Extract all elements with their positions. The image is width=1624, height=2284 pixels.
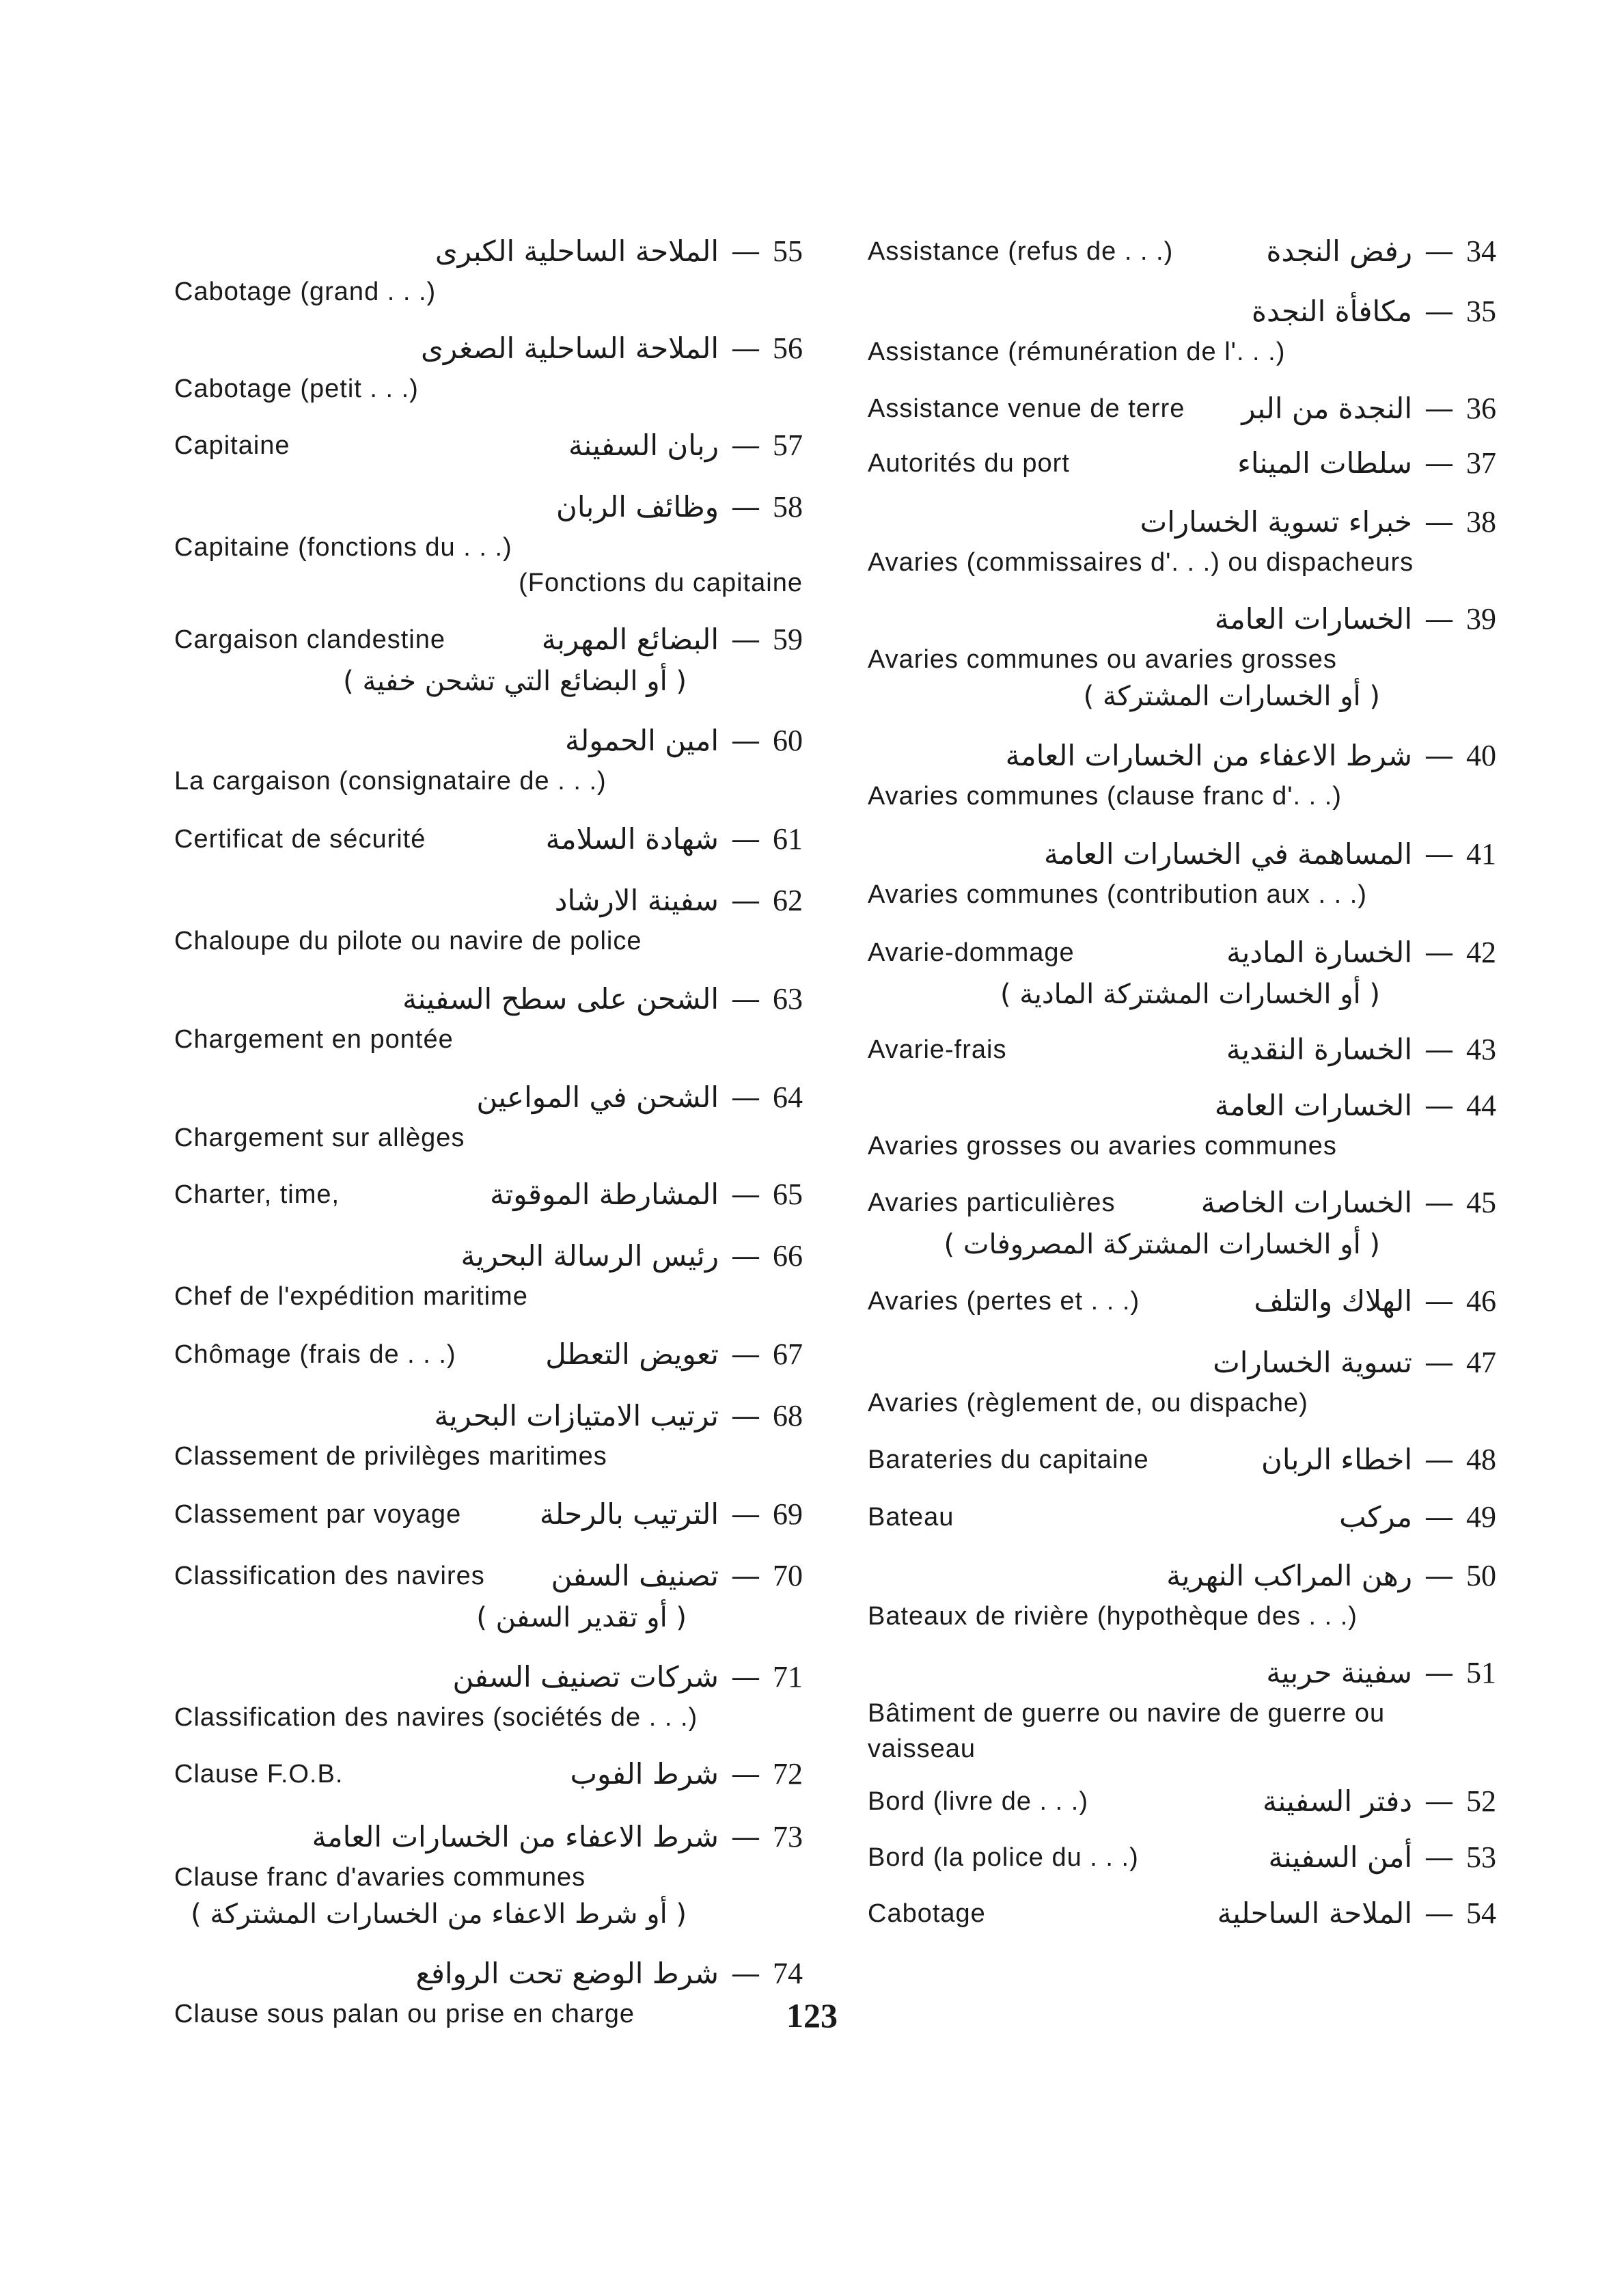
glossary-entry (174, 1492, 803, 1537)
glossary-entry (174, 485, 803, 601)
arabic-term (1237, 441, 1496, 486)
arabic-text: النجدة من البر (1241, 392, 1412, 425)
arabic-term (1226, 1027, 1496, 1072)
arabic-term (453, 1655, 803, 1700)
entry-dash: — (731, 1399, 760, 1433)
glossary-entry (868, 1340, 1496, 1421)
arabic-term (1166, 1553, 1496, 1599)
entry-dash: — (1425, 1559, 1454, 1593)
arabic-text: الخسارة النقدية (1226, 1033, 1412, 1066)
entry-dash: — (731, 724, 760, 758)
entry-line (174, 1492, 803, 1537)
entry-number: 70 (773, 1559, 803, 1592)
entry-line (868, 930, 1496, 975)
entry-dash: — (1425, 295, 1454, 329)
arabic-text: تصنيف السفن (551, 1559, 719, 1592)
entry-dash: — (1425, 1500, 1454, 1534)
glossary-entry (174, 423, 803, 468)
entry-dash: — (731, 429, 760, 463)
entry-line (174, 718, 803, 763)
entry-number: 52 (1466, 1784, 1496, 1818)
arabic-text: شرط الاعفاء من الخسارات العامة (312, 1820, 719, 1853)
entry-dash: — (1425, 1284, 1454, 1318)
entry-dash: — (731, 623, 760, 657)
entry-number: 37 (1466, 446, 1496, 480)
arabic-term (568, 423, 803, 468)
arabic-term (1201, 1180, 1496, 1225)
arabic-text: سلطات الميناء (1237, 446, 1412, 480)
arabic-term (402, 977, 803, 1022)
french-term: Bâtiment de guerre ou navire de guerre ou vaisseau (868, 1699, 1386, 1763)
left-column (174, 229, 803, 2045)
arabic-text: المساهمة في الخسارات العامة (1044, 837, 1412, 871)
entry-line (868, 386, 1496, 431)
arabic-text: الخسارات العامة (1214, 602, 1412, 636)
entry-dash: — (1425, 505, 1454, 539)
entry-line (174, 617, 803, 662)
entry-line (174, 423, 803, 468)
entry-line (174, 485, 803, 530)
entry-line (868, 1495, 1496, 1540)
arabic-term (435, 229, 803, 274)
arabic-term (1261, 1437, 1496, 1482)
glossary-entry (868, 930, 1496, 1014)
arabic-text: وظائف الربان (556, 490, 719, 524)
entry-line (868, 1650, 1496, 1696)
arabic-alternative: ( أو الخسارات المشتركة المصروفات ) (944, 1229, 1380, 1260)
arabic-text: الهلاك والتلف (1254, 1284, 1412, 1318)
arabic-term (542, 617, 803, 662)
glossary-entry (868, 1027, 1496, 1072)
glossary-entry (174, 326, 803, 407)
right-column (868, 229, 1496, 1950)
arabic-text: الخسارة المادية (1226, 936, 1412, 969)
entry-line (868, 597, 1496, 642)
arabic-term (1006, 733, 1496, 778)
entry-number: 49 (1466, 1500, 1496, 1534)
french-term: Classification des navires (174, 1562, 485, 1590)
arabic-text: البضائع المهربة (541, 623, 719, 656)
glossary-entry (868, 500, 1496, 580)
glossary-entry (174, 977, 803, 1057)
entry-line (868, 1027, 1496, 1072)
glossary-entry (868, 289, 1496, 370)
entry-line (174, 1332, 803, 1377)
entry-line (174, 1393, 803, 1439)
glossary-entry (174, 1332, 803, 1377)
entry-dash: — (1425, 602, 1454, 636)
french-term: Barateries du capitaine (868, 1445, 1149, 1474)
entry-number: 35 (1466, 295, 1496, 328)
entry-number: 48 (1466, 1443, 1496, 1476)
arabic-text: الخسارات العامة (1214, 1089, 1412, 1122)
glossary-entry (868, 1553, 1496, 1634)
entry-line (174, 1752, 803, 1797)
french-note: (Fonctions du capitaine (519, 569, 803, 597)
entry-line (868, 1340, 1496, 1385)
french-term: Avaries communes (clause franc d'. . .) (868, 782, 1342, 811)
arabic-text: مكافأة النجدة (1251, 295, 1412, 328)
entry-number: 60 (773, 724, 803, 757)
entry-number: 66 (773, 1239, 803, 1273)
arabic-text: الملاحة الساحلية (1217, 1896, 1412, 1930)
arabic-term (1217, 1891, 1496, 1936)
entry-number: 53 (1466, 1840, 1496, 1874)
french-term: Avarie-frais (868, 1035, 1007, 1064)
entry-line (868, 1553, 1496, 1599)
entry-dash: — (731, 1660, 760, 1694)
entry-dash: — (1425, 1186, 1454, 1220)
entry-line (868, 832, 1496, 877)
glossary-entry (868, 1891, 1496, 1936)
entry-number: 39 (1466, 602, 1496, 636)
arabic-term (461, 1234, 803, 1279)
entry-number: 59 (773, 623, 803, 656)
arabic-text: الشحن في المواعين (476, 1080, 719, 1114)
entry-dash: — (731, 1178, 760, 1212)
glossary-entry (868, 1180, 1496, 1264)
entry-line (174, 817, 803, 862)
arabic-term (565, 718, 803, 763)
arabic-alternative: ( أو شرط الاعفاء من الخسارات المشتركة ) (191, 1899, 687, 1930)
arabic-text: المشارطة الموقوتة (489, 1178, 719, 1211)
entry-line (868, 229, 1496, 274)
french-term: Autorités du port (868, 449, 1070, 478)
entry-line (868, 1779, 1496, 1824)
french-term: Cabotage (petit . . .) (174, 375, 419, 403)
french-term: Avaries (commissaires d'. . .) ou dispacheurs (868, 548, 1414, 577)
entry-number: 36 (1466, 392, 1496, 425)
french-term: Classement par voyage (174, 1500, 462, 1529)
entry-number: 63 (773, 982, 803, 1016)
glossary-entry (174, 617, 803, 701)
french-term: Classement de privilèges maritimes (174, 1442, 607, 1471)
glossary-entry (174, 878, 803, 959)
entry-number: 73 (773, 1820, 803, 1853)
entry-number: 68 (773, 1399, 803, 1432)
arabic-text: سفينة حربية (1266, 1656, 1412, 1689)
arabic-text: الملاحة الساحلية الكبرى (435, 234, 719, 268)
entry-dash: — (731, 1337, 760, 1372)
arabic-text: امين الحمولة (564, 724, 719, 757)
glossary-entry (174, 1553, 803, 1637)
entry-number: 54 (1466, 1896, 1496, 1930)
french-term: Certificat de sécurité (174, 825, 426, 854)
entry-number: 67 (773, 1337, 803, 1371)
arabic-term (415, 1951, 803, 1996)
entry-dash: — (731, 331, 760, 366)
glossary-entry (174, 1752, 803, 1797)
arabic-term (551, 1553, 803, 1599)
entry-dash: — (731, 234, 760, 269)
entry-dash: — (1425, 1896, 1454, 1931)
arabic-text: الخسارات الخاصة (1200, 1186, 1412, 1219)
entry-line (174, 1075, 803, 1120)
entry-dash: — (1425, 392, 1454, 426)
entry-dash: — (1425, 234, 1454, 269)
arabic-term (570, 1752, 803, 1797)
arabic-term (1339, 1495, 1496, 1540)
arabic-term (1241, 386, 1496, 431)
arabic-term (556, 485, 803, 530)
french-term: Avaries communes ou avaries grosses (868, 645, 1337, 674)
entry-line (868, 1180, 1496, 1225)
arabic-term (1215, 1083, 1496, 1128)
arabic-term (546, 817, 803, 862)
entry-number: 47 (1466, 1346, 1496, 1379)
glossary-entry (868, 386, 1496, 431)
arabic-text: ربان السفينة (568, 429, 719, 462)
french-term: Chef de l'expédition maritime (174, 1282, 528, 1311)
entry-number: 55 (773, 234, 803, 268)
entry-number: 56 (773, 331, 803, 365)
french-term: Avaries communes (contribution aux . . .) (868, 880, 1367, 909)
glossary-entry (174, 1393, 803, 1474)
arabic-term (1254, 1279, 1496, 1324)
arabic-term (1140, 500, 1496, 545)
entry-number: 62 (773, 884, 803, 917)
glossary-entry (868, 1083, 1496, 1164)
entry-number: 72 (773, 1757, 803, 1791)
page-number: 123 (786, 1996, 838, 2035)
entry-dash: — (731, 822, 760, 856)
arabic-term (1226, 930, 1496, 975)
glossary-entry (868, 832, 1496, 912)
arabic-term (1252, 289, 1496, 334)
arabic-alternative: ( أو الخسارات المشتركة ) (1083, 681, 1380, 712)
french-term: Bord (la police du . . .) (868, 1843, 1139, 1872)
entry-number: 40 (1466, 739, 1496, 772)
french-term: Chaloupe du pilote ou navire de police (174, 927, 642, 955)
french-term: Chargement en pontée (174, 1025, 454, 1054)
entry-dash: — (731, 1820, 760, 1854)
glossary-entry (174, 1814, 803, 1933)
glossary-entry (174, 718, 803, 799)
entry-number: 38 (1466, 505, 1496, 539)
entry-dash: — (1425, 1089, 1454, 1123)
arabic-term (1268, 1835, 1496, 1880)
arabic-text: شركات تصنيف السفن (452, 1660, 719, 1694)
entry-number: 43 (1466, 1033, 1496, 1066)
arabic-text: مركب (1339, 1500, 1412, 1534)
glossary-entry (868, 1495, 1496, 1540)
entry-number: 65 (773, 1178, 803, 1211)
entry-dash: — (1425, 1656, 1454, 1690)
entry-dash: — (1425, 1033, 1454, 1067)
glossary-entry (174, 1075, 803, 1156)
arabic-text: اخطاء الربان (1261, 1443, 1412, 1476)
entry-line (174, 1655, 803, 1700)
glossary-entry (174, 817, 803, 862)
entry-number: 51 (1466, 1656, 1496, 1689)
entry-dash: — (1425, 1840, 1454, 1875)
french-term: Capitaine (174, 431, 290, 460)
french-term: Bateaux de rivière (hypothèque des . . .) (868, 1602, 1358, 1631)
entry-dash: — (1425, 1784, 1454, 1819)
arabic-term (555, 878, 803, 923)
arabic-term (545, 1332, 803, 1377)
french-term: Assistance (refus de . . .) (868, 237, 1174, 266)
arabic-text: الشحن على سطح السفينة (402, 982, 719, 1016)
arabic-alternative: ( أو البضائع التي تشحن خفية ) (343, 666, 687, 697)
entry-line (174, 878, 803, 923)
entry-number: 34 (1466, 234, 1496, 268)
entry-line (868, 1891, 1496, 1936)
glossary-entry (868, 1835, 1496, 1880)
arabic-term (1213, 1340, 1496, 1385)
french-term: Charter, time, (174, 1180, 340, 1209)
glossary-entry (174, 1172, 803, 1217)
entry-dash: — (1425, 739, 1454, 773)
french-term: Avaries (règlement de, ou dispache) (868, 1389, 1308, 1417)
entry-line (174, 229, 803, 274)
arabic-term (1044, 832, 1496, 877)
entry-line (174, 326, 803, 371)
entry-number: 50 (1466, 1559, 1496, 1592)
glossary-entry (174, 1655, 803, 1735)
glossary-entry (868, 733, 1496, 814)
french-term: Avarie-dommage (868, 938, 1075, 967)
entry-dash: — (1425, 1346, 1454, 1380)
arabic-text: تسوية الخسارات (1213, 1346, 1412, 1379)
french-term: Assistance (rémunération de l'. . .) (868, 338, 1286, 366)
french-term: Chômage (frais de . . .) (174, 1340, 456, 1369)
glossary-entry (868, 1437, 1496, 1482)
french-term: Bord (livre de . . .) (868, 1787, 1088, 1816)
arabic-term (540, 1492, 803, 1537)
arabic-text: شرط الفوب (570, 1757, 719, 1791)
entry-dash: — (731, 1239, 760, 1273)
french-term: Clause F.O.B. (174, 1760, 344, 1789)
entry-number: 42 (1466, 936, 1496, 969)
entry-line (174, 1553, 803, 1599)
arabic-term (312, 1814, 803, 1860)
entry-number: 46 (1466, 1284, 1496, 1318)
arabic-term (1266, 1650, 1496, 1696)
entry-number: 58 (773, 490, 803, 524)
french-term: La cargaison (consignataire de . . .) (174, 767, 607, 796)
arabic-term (1267, 229, 1496, 274)
entry-dash: — (731, 982, 760, 1016)
french-term: Avaries grosses ou avaries communes (868, 1132, 1337, 1160)
french-term: Avaries particulières (868, 1188, 1116, 1217)
entry-line (868, 1835, 1496, 1880)
entry-dash: — (1425, 936, 1454, 970)
entry-number: 61 (773, 822, 803, 856)
entry-dash: — (731, 1559, 760, 1593)
french-term: Assistance venue de terre (868, 394, 1185, 423)
entry-number: 71 (773, 1660, 803, 1694)
arabic-text: الترتيب بالرحلة (539, 1497, 719, 1531)
entry-dash: — (731, 1080, 760, 1115)
arabic-term (1215, 597, 1496, 642)
arabic-text: خبراء تسوية الخسارات (1140, 505, 1412, 539)
entry-line (868, 1083, 1496, 1128)
entry-dash: — (731, 1957, 760, 1991)
glossary-entry (868, 1279, 1496, 1324)
glossary-entry (868, 1650, 1496, 1767)
entry-line (868, 441, 1496, 486)
arabic-text: تعويض التعطل (545, 1337, 719, 1371)
entry-number: 74 (773, 1957, 803, 1990)
entry-number: 64 (773, 1080, 803, 1114)
french-term: Capitaine (fonctions du . . .) (174, 533, 512, 562)
french-term: Clause franc d'avaries communes (174, 1863, 586, 1892)
glossary-entry (868, 229, 1496, 274)
french-term: Cabotage (grand . . .) (174, 277, 437, 306)
entry-dash: — (731, 1757, 760, 1791)
entry-line (868, 1437, 1496, 1482)
arabic-text: دفتر السفينة (1262, 1784, 1412, 1818)
arabic-text: رئيس الرسالة البحرية (460, 1239, 719, 1273)
glossary-entry (868, 441, 1496, 486)
arabic-alternative: ( أو الخسارات المشتركة المادية ) (1000, 979, 1380, 1010)
entry-number: 45 (1466, 1186, 1496, 1219)
glossary-entry (868, 597, 1496, 716)
arabic-alternative: ( أو تقدير السفن ) (476, 1602, 687, 1633)
entry-dash: — (731, 884, 760, 918)
arabic-text: سفينة الارشاد (554, 884, 719, 917)
entry-number: 44 (1466, 1089, 1496, 1122)
entry-number: 57 (773, 429, 803, 462)
french-term: Cargaison clandestine (174, 625, 446, 654)
french-term: Clause sous palan ou prise en charge (174, 2000, 635, 2028)
arabic-term (421, 326, 803, 371)
glossary-entry (868, 1779, 1496, 1824)
entry-line (868, 289, 1496, 334)
entry-line (174, 977, 803, 1022)
arabic-text: رفض النجدة (1266, 234, 1412, 268)
entry-line (174, 1234, 803, 1279)
french-term: Chargement sur allèges (174, 1124, 465, 1152)
entry-line (868, 733, 1496, 778)
entry-line (174, 1951, 803, 1996)
french-term: Bateau (868, 1503, 954, 1532)
entry-dash: — (1425, 1443, 1454, 1477)
french-term: Classification des navires (sociétés de . . .) (174, 1703, 698, 1732)
entry-dash: — (731, 490, 760, 524)
glossary-entry (174, 1234, 803, 1314)
arabic-text: الملاحة الساحلية الصغرى (421, 331, 719, 365)
arabic-term (476, 1075, 803, 1120)
entry-number: 41 (1466, 837, 1496, 871)
french-term: Cabotage (868, 1899, 986, 1928)
entry-line (174, 1814, 803, 1860)
arabic-term (490, 1172, 803, 1217)
entry-dash: — (731, 1497, 760, 1532)
arabic-text: شهادة السلامة (545, 822, 719, 856)
entry-line (868, 500, 1496, 545)
entry-number: 69 (773, 1497, 803, 1531)
arabic-text: أمن السفينة (1268, 1840, 1412, 1874)
entry-line (868, 1279, 1496, 1324)
french-term: Avaries (pertes et . . .) (868, 1287, 1140, 1316)
arabic-text: ترتيب الامتيازات البحرية (434, 1399, 719, 1432)
entry-dash: — (1425, 837, 1454, 871)
arabic-term (1263, 1779, 1496, 1824)
arabic-text: شرط الاعفاء من الخسارات العامة (1005, 739, 1412, 772)
arabic-text: شرط الوضع تحت الروافع (415, 1957, 719, 1990)
entry-line (174, 1172, 803, 1217)
arabic-term (434, 1393, 803, 1439)
entry-dash: — (1425, 446, 1454, 480)
arabic-text: رهن المراكب النهرية (1166, 1559, 1412, 1592)
glossary-entry (174, 229, 803, 310)
